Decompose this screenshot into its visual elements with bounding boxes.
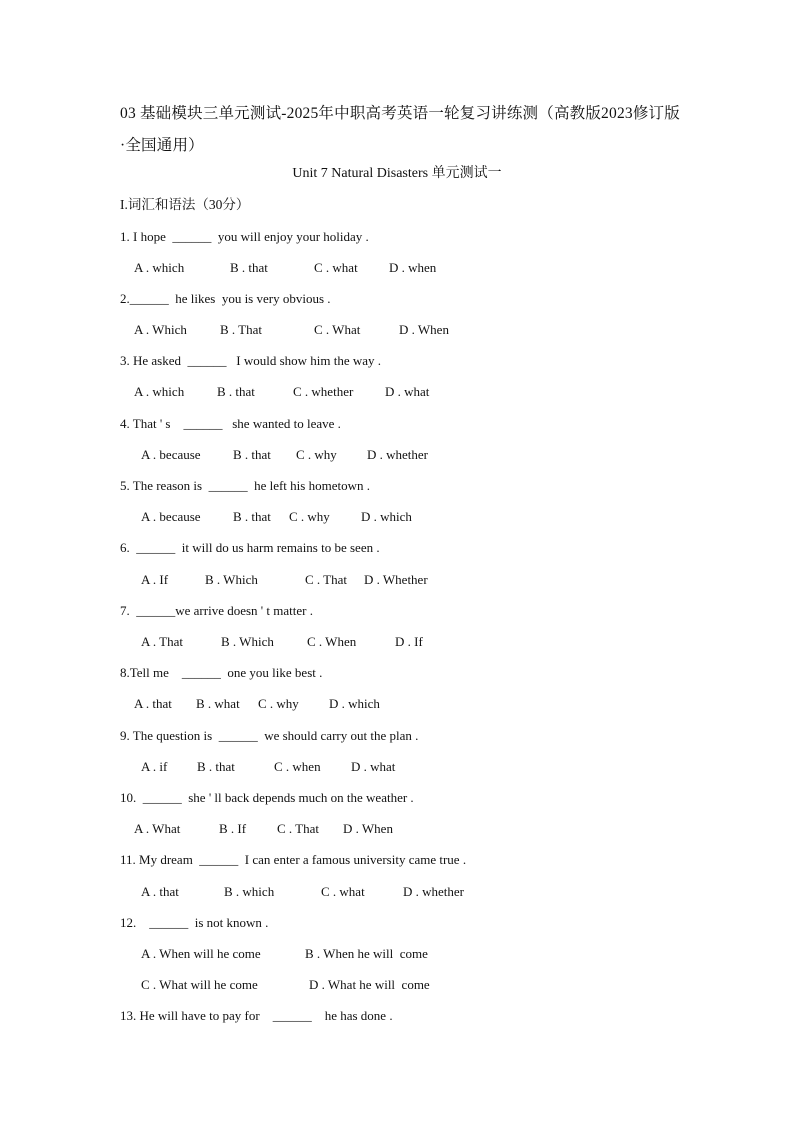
option-d: D . Whether (364, 572, 428, 587)
option-row (0, 975, 794, 995)
option-row (0, 819, 794, 839)
option-d: D . When (343, 821, 393, 836)
option-row (0, 632, 794, 652)
option-row (0, 570, 794, 590)
option-a: A . which (134, 384, 185, 399)
option-row (0, 757, 794, 777)
unit-title: Unit 7 Natural Disasters 单元测试一 (292, 166, 502, 181)
option-row (0, 507, 794, 527)
option-a: A . That (141, 634, 184, 649)
question-text: 2.______ he likes you is very obvious . (120, 291, 331, 306)
option-c: C . When (307, 634, 357, 649)
option-a: A . What (134, 821, 181, 836)
option-row (0, 882, 794, 902)
option-row (0, 944, 794, 964)
option-d: D . what (385, 384, 430, 399)
option-b: B . what (196, 696, 240, 711)
option-a: A . because (141, 447, 201, 462)
option-row (0, 445, 794, 465)
option-c: C . What (314, 322, 361, 337)
option-d: D . which (361, 509, 412, 524)
option-d: D . whether (367, 447, 429, 462)
option-b: B . which (224, 884, 275, 899)
option-b: B . When he will come (305, 946, 428, 961)
option-d: D . What he will come (309, 977, 430, 992)
document-title: 03 基础模块三单元测试-2025年中职高考英语一轮复习讲练测（高教版2023修订版·全国通用） (120, 105, 680, 154)
option-b: B . Which (221, 634, 274, 649)
option-c: C . That (305, 572, 348, 587)
option-a: A . that (141, 884, 179, 899)
option-c: C . what (314, 260, 358, 275)
option-c: C . what (321, 884, 365, 899)
option-row (0, 382, 794, 402)
option-b: B . If (219, 821, 247, 836)
option-a: A . If (141, 572, 169, 587)
option-c: C . What will he come (141, 977, 258, 992)
option-b: B . that (233, 509, 271, 524)
option-row (0, 258, 794, 278)
question-text: 7. ______we arrive doesn ' t matter . (120, 603, 313, 618)
option-c: C . why (296, 447, 337, 462)
question-text: 8.Tell me ______ one you like best . (120, 665, 323, 680)
question-text: 3. He asked ______ I would show him the way . (120, 353, 382, 368)
question-text: 4. That ' s ______ she wanted to leave . (120, 416, 341, 431)
question-text: 12. ______ is not known . (120, 915, 269, 930)
option-a: A . because (141, 509, 201, 524)
option-d: D . When (399, 322, 449, 337)
option-a: A . that (134, 696, 172, 711)
question-text: 1. I hope ______ you will enjoy your holiday . (120, 229, 369, 244)
section-title: I.词汇和语法（30分） (120, 197, 250, 212)
option-d: D . whether (403, 884, 465, 899)
option-d: D . which (329, 696, 380, 711)
option-b: B . Which (205, 572, 258, 587)
option-a: A . which (134, 260, 185, 275)
option-c: C . whether (293, 384, 354, 399)
option-b: B . That (220, 322, 263, 337)
option-c: C . why (289, 509, 330, 524)
question-text: 11. My dream ______ I can enter a famous university came true . (120, 852, 467, 867)
option-d: D . If (395, 634, 423, 649)
option-b: B . that (217, 384, 255, 399)
question-text: 6. ______ it will do us harm remains to be seen . (120, 540, 380, 555)
option-d: D . when (389, 260, 437, 275)
option-c: C . why (258, 696, 299, 711)
question-text: 13. He will have to pay for ______ he has done . (120, 1008, 393, 1023)
question-text: 10. ______ she ' ll back depends much on the weather . (120, 790, 414, 805)
option-b: B . that (197, 759, 235, 774)
question-text: 5. The reason is ______ he left his hometown . (120, 478, 370, 493)
option-c: C . That (277, 821, 320, 836)
option-b: B . that (233, 447, 271, 462)
option-b: B . that (230, 260, 268, 275)
option-row (0, 320, 794, 340)
question-text: 9. The question is ______ we should carry out the plan . (120, 728, 419, 743)
option-d: D . what (351, 759, 396, 774)
option-c: C . when (274, 759, 321, 774)
option-a: A . When will he come (141, 946, 261, 961)
option-row (0, 694, 794, 714)
option-a: A . if (141, 759, 168, 774)
option-a: A . Which (134, 322, 187, 337)
